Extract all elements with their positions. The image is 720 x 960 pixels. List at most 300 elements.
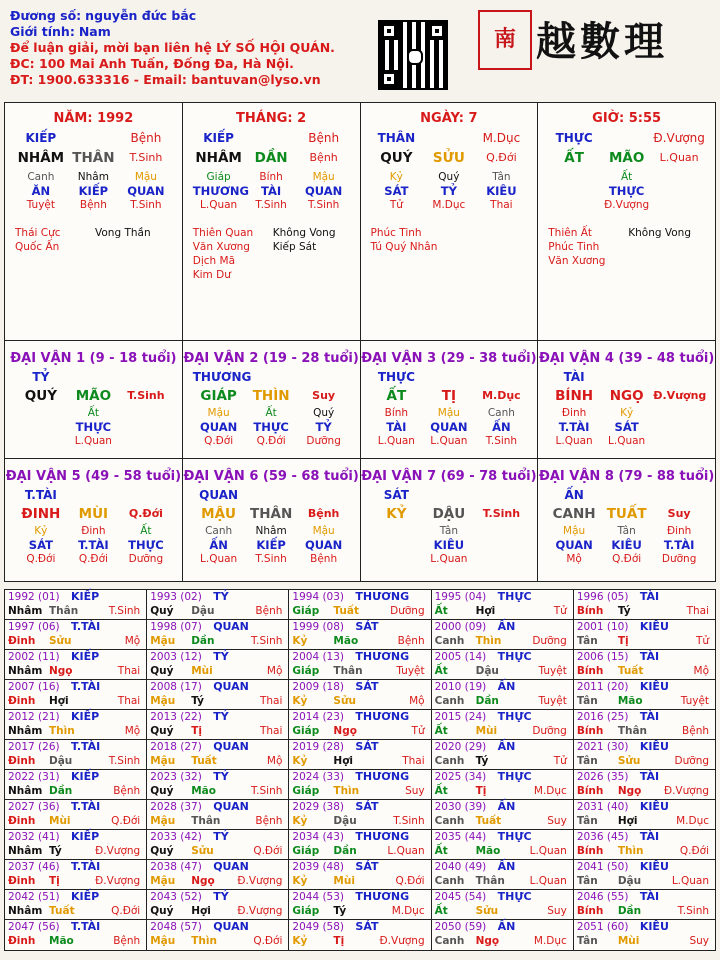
- year-phase: T.Sinh: [251, 785, 283, 797]
- hidden-stem-name: Mậu: [134, 171, 157, 183]
- year-phase: Suy: [405, 785, 425, 797]
- year-cell: [432, 830, 574, 860]
- year-god: TÀI: [639, 590, 660, 603]
- owner-info: [10, 8, 335, 88]
- year-phase: Tử: [553, 605, 567, 617]
- year-god: SÁT: [355, 920, 379, 933]
- year-stem: Nhâm: [8, 905, 43, 917]
- luck-hidden-god: QUAN: [199, 420, 238, 434]
- year-cell: [147, 860, 289, 890]
- year-stem: Canh: [434, 695, 465, 707]
- year-branch: Thân: [617, 725, 648, 737]
- hidden-stem-name: Bính: [259, 171, 283, 183]
- year-god: T.TÀI: [71, 620, 101, 633]
- year-branch: Sửu: [191, 845, 214, 857]
- year-label: 2049 (58): [292, 921, 345, 933]
- year-stem: Canh: [434, 755, 465, 767]
- pillar-phase: Bệnh: [130, 131, 162, 145]
- luck-row-1: [5, 341, 715, 459]
- hidden-stem-name: Giáp: [206, 171, 231, 183]
- year-cell: [147, 800, 289, 830]
- year-label: 2043 (52): [150, 891, 202, 903]
- info-contact-line: Để luận giải, mời bạn liên hệ LÝ SỐ HỘI QUÁN.: [10, 40, 335, 55]
- year-phase: Đ.Vượng: [95, 845, 141, 857]
- year-stem: Kỷ: [292, 695, 308, 707]
- year-label: 1995 (04): [434, 591, 487, 603]
- year-label: 2000 (09): [434, 621, 487, 633]
- year-label: 2039 (48): [292, 861, 345, 873]
- hidden-stem-god: SÁT: [384, 184, 409, 198]
- year-god: T.TÀI: [71, 800, 101, 813]
- year-row: [5, 590, 715, 620]
- year-branch: Dậu: [333, 815, 357, 827]
- year-phase: Q.Đới: [253, 845, 283, 857]
- year-phase: Đ.Vượng: [237, 905, 283, 917]
- luck-branch: MÙI: [78, 506, 109, 522]
- year-god: KIÊU: [639, 860, 669, 873]
- year-label: 2029 (38): [292, 801, 345, 813]
- year-phase: Tử: [411, 725, 425, 737]
- year-cell: [147, 740, 289, 770]
- year-cell: [432, 740, 574, 770]
- year-god: THỰC: [497, 830, 532, 843]
- luck-branch: TUẤT: [606, 506, 647, 522]
- year-row: [5, 890, 715, 920]
- year-god: TỶ: [213, 770, 229, 783]
- luck-hidden-god: [476, 538, 528, 552]
- hidden-stem-phase: T.Sinh: [255, 199, 287, 211]
- year-cell: [289, 770, 431, 800]
- luck-row-2: [5, 459, 715, 581]
- year-stem: Bính: [576, 845, 604, 857]
- year-label: 2042 (51): [8, 891, 60, 903]
- year-label: 2006 (15): [576, 651, 629, 663]
- hidden-stem-phase: L.Quan: [200, 199, 238, 211]
- year-cell: [5, 770, 147, 800]
- year-stem: Đinh: [8, 935, 36, 947]
- luck-phase: T.Sinh: [482, 507, 521, 520]
- luck-god: THỰC: [377, 370, 415, 384]
- year-branch: Tý: [617, 605, 631, 617]
- year-cell: [574, 680, 715, 710]
- year-branch: Sửu: [475, 905, 499, 917]
- year-god: QUAN: [213, 680, 249, 693]
- year-cell: [574, 740, 715, 770]
- luck-title: ĐẠI VẬN 5 (49 - 58 tuổi): [5, 469, 182, 484]
- hidden-stem-phase: [548, 198, 600, 212]
- header: [0, 0, 720, 100]
- year-phase: T.Sinh: [677, 905, 710, 917]
- year-stem: Nhâm: [8, 845, 43, 857]
- luck-title: ĐẠI VẬN 8 (79 - 88 tuổi): [538, 469, 715, 484]
- luck-god: QUAN: [199, 488, 239, 502]
- year-phase: Mộ: [693, 665, 710, 677]
- year-god: SÁT: [355, 800, 379, 813]
- year-god: THỰC: [497, 590, 532, 603]
- year-stem: Nhâm: [8, 605, 43, 617]
- year-phase: L.Quan: [529, 845, 567, 857]
- year-label: 2005 (14): [434, 651, 487, 663]
- hidden-stem-phase: T.Sinh: [130, 199, 162, 211]
- year-god: THỰC: [497, 650, 532, 663]
- star: Kiếp Sát: [272, 241, 317, 253]
- year-cell: [574, 920, 715, 950]
- luck-hidden-god: T.TÀI: [78, 538, 109, 552]
- pillar-stem: NHÂM: [195, 150, 242, 166]
- year-row: [5, 860, 715, 890]
- year-god: KIẾP: [71, 590, 100, 603]
- year-stem: Đinh: [8, 815, 36, 827]
- year-stem: Quý: [150, 905, 174, 917]
- year-label: 1994 (03): [292, 591, 345, 603]
- luck-hidden-god: QUAN: [555, 538, 593, 552]
- year-god: SÁT: [355, 740, 379, 753]
- year-stem: Ất: [434, 605, 448, 617]
- year-god: T.TÀI: [71, 920, 101, 933]
- luck-god: TÀI: [563, 370, 585, 384]
- luck-phase: Suy: [312, 389, 336, 402]
- year-phase: T.Sinh: [108, 755, 141, 767]
- year-phase: L.Quan: [529, 875, 567, 887]
- year-stem: Canh: [434, 935, 465, 947]
- year-cell: [5, 590, 147, 620]
- hidden-stem-phase: M.Dục: [432, 199, 466, 211]
- year-god: QUAN: [213, 800, 249, 813]
- luck-hidden-name: Canh: [487, 407, 515, 419]
- year-stem: Ất: [434, 665, 448, 677]
- year-stem: Canh: [434, 815, 465, 827]
- year-label: 2033 (42): [150, 831, 202, 843]
- luck-hidden-name: [15, 406, 67, 420]
- luck-phase: Đ.Vượng: [653, 389, 707, 402]
- hidden-stem-god: THƯƠNG: [192, 184, 249, 198]
- year-cell: [5, 860, 147, 890]
- year-label: 2002 (11): [8, 651, 60, 663]
- year-cell: [5, 620, 147, 650]
- year-phase: Q.Đới: [679, 845, 710, 857]
- year-phase: Thai: [686, 605, 710, 617]
- year-cell: [432, 620, 574, 650]
- year-branch: Ngọ: [617, 785, 642, 797]
- year-god: KIÊU: [639, 740, 669, 753]
- auspicious-star: Dịch Mã: [192, 255, 236, 267]
- year-god: SÁT: [355, 680, 379, 693]
- auspicious-star: Thiên Quan: [192, 227, 254, 239]
- auspicious-star: Văn Xương: [548, 255, 606, 267]
- year-god: KIẾP: [71, 650, 100, 663]
- year-phase: Bệnh: [113, 785, 141, 797]
- year-branch: Tý: [333, 905, 347, 917]
- year-branch: Hợi: [475, 605, 496, 617]
- year-cell: [5, 710, 147, 740]
- pillar-cell: [183, 103, 361, 341]
- year-phase: Tuyệt: [538, 665, 567, 677]
- year-phase: Thai: [259, 725, 283, 737]
- year-cell: [147, 650, 289, 680]
- year-stem: Quý: [150, 605, 174, 617]
- pillar-phase: Đ.Vượng: [653, 131, 705, 145]
- pillar-stem: NHÂM: [17, 150, 65, 166]
- auspicious-star: Kim Dư: [192, 269, 231, 281]
- pillar-stem: ẤT: [564, 150, 584, 166]
- hidden-stem-god: TÀI: [261, 184, 282, 198]
- year-god: THƯƠNG: [355, 590, 410, 603]
- year-stem: Bính: [576, 785, 604, 797]
- luck-hidden-god: ẤN: [492, 420, 511, 434]
- year-label: 1992 (01): [8, 591, 60, 603]
- info-label-2: Giới tính:: [10, 24, 75, 39]
- luck-hidden-name: Mậu: [312, 525, 335, 537]
- hidden-stem-phase: [653, 198, 705, 212]
- year-branch: Hợi: [49, 695, 69, 707]
- year-cell: [5, 920, 147, 950]
- year-branch: Dần: [617, 905, 642, 917]
- year-branch: Tị: [475, 785, 487, 797]
- year-god: SÁT: [355, 620, 379, 633]
- year-label: 2040 (49): [434, 861, 487, 873]
- year-cell: [432, 590, 574, 620]
- year-branch: Tuất: [617, 665, 644, 677]
- luck-cell: [183, 341, 361, 459]
- year-label: 2044 (53): [292, 891, 345, 903]
- pillar-branch-phase: Bệnh: [309, 151, 338, 164]
- year-branch: Mão: [49, 935, 74, 947]
- year-stem: Giáp: [292, 845, 320, 857]
- yearly-table: [4, 589, 716, 951]
- owner-gender: Nam: [78, 24, 111, 39]
- year-stem: Bính: [576, 725, 604, 737]
- year-cell: [574, 890, 715, 920]
- year-branch: Sửu: [333, 695, 356, 707]
- luck-hidden-god: [653, 420, 705, 434]
- luck-hidden-name: Mậu: [207, 407, 230, 419]
- year-stem: Mậu: [150, 755, 176, 767]
- year-label: 2001 (10): [576, 621, 629, 633]
- year-phase: Q.Đới: [111, 815, 141, 827]
- year-cell: [147, 830, 289, 860]
- pillar-branch: MÃO: [608, 150, 645, 166]
- pillar-cell: [361, 103, 539, 341]
- year-phase: Bệnh: [682, 725, 710, 737]
- year-branch: Dậu: [475, 665, 499, 677]
- hidden-stem-name: Tân: [492, 171, 511, 183]
- luck-hidden-phase: L.Quan: [377, 435, 415, 447]
- luck-hidden-name: Canh: [205, 525, 233, 537]
- luck-hidden-phase: L.Quan: [608, 435, 646, 447]
- year-god: THƯƠNG: [355, 890, 410, 903]
- luck-hidden-phase: Dưỡng: [306, 435, 341, 447]
- year-cell: [147, 680, 289, 710]
- year-cell: [432, 770, 574, 800]
- year-branch: Ngọ: [475, 935, 500, 947]
- year-god: KIẾP: [71, 890, 100, 903]
- luck-hidden-god: TÀI: [386, 420, 407, 434]
- year-branch: Tý: [475, 755, 489, 767]
- pillar-title: NGÀY: 7: [420, 111, 478, 126]
- year-god: TÀI: [639, 710, 660, 723]
- year-god: KIẾP: [71, 830, 100, 843]
- year-god: THỰC: [497, 770, 532, 783]
- year-branch: Hợi: [617, 815, 638, 827]
- year-label: 2009 (18): [292, 681, 345, 693]
- year-cell: [432, 800, 574, 830]
- year-god: KIẾP: [71, 710, 100, 723]
- year-god: KIÊU: [639, 620, 669, 633]
- year-cell: [574, 830, 715, 860]
- year-phase: Bệnh: [255, 815, 283, 827]
- luck-hidden-phase: T.Sinh: [255, 553, 287, 565]
- year-cell: [432, 680, 574, 710]
- luck-hidden-name: Ất: [87, 407, 100, 419]
- luck-god: T.TÀI: [24, 488, 57, 502]
- year-label: 2015 (24): [434, 711, 487, 723]
- luck-cell: [538, 341, 715, 459]
- year-branch: Tuất: [49, 905, 75, 917]
- year-cell: [574, 650, 715, 680]
- year-branch: Mão: [333, 635, 359, 647]
- year-branch: Tuất: [333, 605, 359, 617]
- luck-hidden-name: [653, 406, 705, 420]
- luck-cell: [5, 341, 183, 459]
- year-god: T.TÀI: [71, 860, 101, 873]
- year-branch: Mão: [475, 845, 501, 857]
- year-cell: [289, 860, 431, 890]
- hidden-stem-name: Nhâm: [77, 171, 109, 183]
- year-god: QUAN: [213, 860, 249, 873]
- hidden-stem-god: QUAN: [127, 184, 165, 198]
- luck-hidden-name: Bính: [384, 407, 409, 419]
- hidden-stem-god: [548, 184, 600, 198]
- pillar-phase: Bệnh: [308, 131, 340, 145]
- year-god: ẤN: [497, 800, 516, 813]
- year-label: 2018 (27): [150, 741, 202, 753]
- luck-hidden-phase: L.Quan: [74, 435, 112, 447]
- year-label: 2047 (56): [8, 921, 60, 933]
- year-label: 2028 (37): [150, 801, 202, 813]
- year-stem: Bính: [576, 905, 604, 917]
- year-branch: Ngọ: [49, 665, 73, 677]
- luck-hidden-name: Đinh: [666, 525, 692, 537]
- year-stem: Ất: [434, 845, 448, 857]
- year-cell: [432, 920, 574, 950]
- pillar-title: NĂM: 1992: [53, 111, 134, 126]
- year-stem: Giáp: [292, 665, 320, 677]
- luck-phase: Suy: [667, 507, 691, 520]
- year-stem: Đinh: [8, 635, 36, 647]
- year-phase: Tử: [553, 755, 567, 767]
- hidden-stem-god: [653, 184, 705, 198]
- year-cell: [147, 920, 289, 950]
- year-god: T.TÀI: [71, 680, 101, 693]
- year-label: 2041 (50): [576, 861, 629, 873]
- year-cell: [289, 920, 431, 950]
- year-label: 1997 (06): [8, 621, 60, 633]
- auspicious-star: Văn Xương: [192, 241, 250, 253]
- year-label: 2017 (26): [8, 741, 60, 753]
- year-god: ẤN: [497, 620, 516, 633]
- luck-stem: GIÁP: [200, 388, 237, 404]
- year-branch: Mùi: [191, 665, 213, 677]
- year-phase: Bệnh: [397, 635, 425, 647]
- year-cell: [289, 590, 431, 620]
- year-stem: Bính: [576, 665, 604, 677]
- year-row: [5, 920, 715, 950]
- year-branch: Ngọ: [191, 875, 215, 887]
- hidden-stem-phase: Đ.Vượng: [604, 199, 650, 211]
- year-cell: [289, 890, 431, 920]
- luck-branch: MÃO: [75, 388, 112, 404]
- year-phase: T.Sinh: [251, 635, 283, 647]
- year-phase: Đ.Vượng: [95, 875, 141, 887]
- luck-hidden-phase: L.Quan: [555, 435, 593, 447]
- year-label: 2003 (12): [150, 651, 202, 663]
- luck-hidden-phase: Q.Đới: [204, 435, 234, 447]
- year-branch: Ngọ: [333, 725, 357, 737]
- auspicious-star: Thái Cực: [15, 227, 61, 239]
- luck-stem: ĐINH: [21, 506, 61, 522]
- auspicious-star: Phúc Tinh: [370, 227, 422, 239]
- year-phase: Q.Đới: [111, 905, 141, 917]
- year-branch: Thìn: [49, 725, 75, 737]
- year-branch: Mão: [191, 785, 216, 797]
- year-stem: Kỷ: [292, 635, 308, 647]
- pillar-stem: QUÝ: [380, 150, 413, 166]
- luck-hidden-name: Đinh: [81, 525, 106, 537]
- year-stem: Quý: [150, 845, 174, 857]
- year-cell: [574, 590, 715, 620]
- pillar-branch: THÂN: [72, 150, 115, 166]
- hidden-stem-name: Ất: [620, 171, 633, 183]
- year-label: 2021 (30): [576, 741, 629, 753]
- info-address-line: ĐC: 100 Mai Anh Tuấn, Đống Đa, Hà Nội.: [10, 56, 294, 71]
- luck-hidden-name: Quý: [313, 407, 335, 419]
- year-cell: [5, 650, 147, 680]
- year-label: 2046 (55): [576, 891, 629, 903]
- year-cell: [147, 890, 289, 920]
- year-phase: Đ.Vượng: [379, 935, 425, 947]
- year-row: [5, 830, 715, 860]
- year-branch: Tý: [191, 695, 204, 707]
- pillar-row: [5, 103, 715, 341]
- luck-cell: [5, 459, 183, 581]
- hidden-stem-god: KIẾP: [78, 184, 109, 198]
- luck-hidden-god: ẤN: [209, 538, 228, 552]
- brand-logo: 越數理: [536, 18, 668, 65]
- hidden-stem-god: KIÊU: [486, 184, 517, 198]
- luck-hidden-phase: T.Sinh: [485, 435, 518, 447]
- hidden-stem-phase: Tuyệt: [26, 199, 55, 211]
- year-label: 2026 (35): [576, 771, 629, 783]
- luck-hidden-name: Ất: [265, 407, 277, 419]
- year-phase: Q.Đới: [253, 935, 283, 947]
- year-cell: [432, 860, 574, 890]
- luck-hidden-name: Mậu: [563, 525, 586, 537]
- luck-hidden-phase: Q.Đới: [78, 553, 108, 565]
- luck-stem: KỶ: [386, 506, 407, 522]
- year-stem: Nhâm: [8, 785, 43, 797]
- hidden-stem-god: THỰC: [608, 184, 645, 198]
- year-stem: Mậu: [150, 875, 176, 887]
- year-label: 2012 (21): [8, 711, 60, 723]
- pillar-branch: DẦN: [254, 150, 288, 166]
- pillar-branch-phase: Q.Đới: [486, 151, 517, 164]
- year-cell: [574, 800, 715, 830]
- year-cell: [574, 620, 715, 650]
- year-label: 2010 (19): [434, 681, 487, 693]
- year-cell: [147, 620, 289, 650]
- year-god: THƯƠNG: [355, 830, 410, 843]
- year-stem: Giáp: [292, 605, 320, 617]
